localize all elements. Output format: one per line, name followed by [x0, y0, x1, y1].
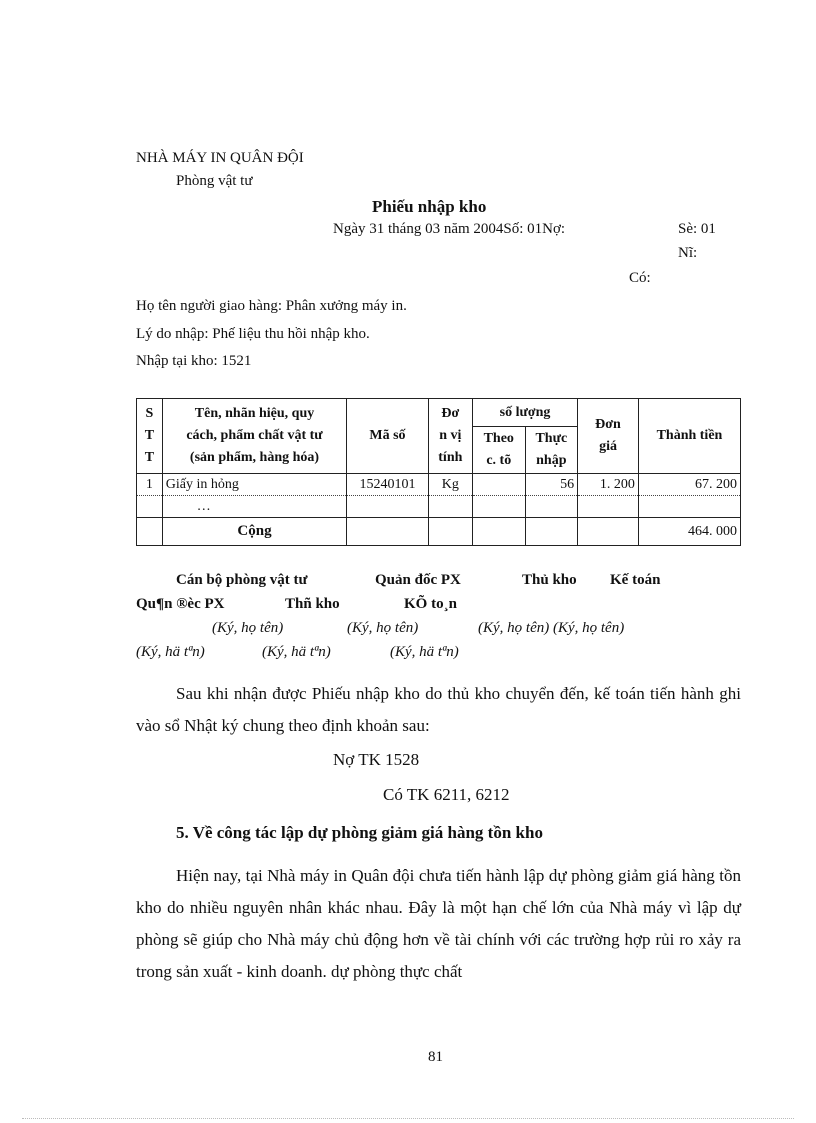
header-qty-actual: Thực nhập [525, 427, 578, 474]
se-label: Sè: 01 [678, 221, 716, 237]
cell-qty-actual [525, 496, 578, 518]
date-line: Ngày 31 tháng 03 năm 2004Số: 01Nợ: [333, 221, 566, 237]
entry-debit: Nợ TK 1528 [333, 750, 420, 769]
page-number: 81 [428, 1049, 443, 1065]
sig-role-accountant-garbled: KÕ to¸n [404, 596, 457, 612]
cell-price: 1. 200 [578, 474, 639, 496]
total-label: Cộng [162, 518, 346, 546]
header-qty-group: số lượng [472, 399, 577, 427]
table-row [137, 496, 741, 518]
cell-price [578, 496, 639, 518]
entry-credit: Có TK 6211, 6212 [383, 785, 510, 804]
sig-note: (Ký, họ tên) [347, 620, 419, 636]
header-price: Đơn giá [578, 399, 639, 474]
section-title: 5. Về công tác lập dự phòng giảm giá hàng tồn kho [176, 823, 543, 842]
table-row [137, 474, 741, 496]
total-amount: 464. 000 [638, 518, 740, 546]
receipt-table [136, 398, 741, 546]
footer-divider [22, 1118, 794, 1119]
cell-name: Giấy in hỏng [162, 474, 346, 496]
cell-code: 15240101 [347, 474, 428, 496]
total-row [137, 518, 741, 546]
sig-role-storekeeper-garbled: Thñ kho [285, 596, 340, 612]
cell-unit [428, 496, 472, 518]
reason-line: Lý do nhập: Phế liệu thu hồi nhập kho. [136, 326, 370, 342]
paragraph-entry-intro: Sau khi nhận được Phiếu nhập kho do thủ kho chuyển đến, kế toán tiến hành ghi vào sổ Nhật ký chung theo định khoản sau: [136, 684, 741, 735]
cell-stt: 1 [137, 474, 163, 496]
deliverer-line: Họ tên người giao hàng: Phân xưởng máy in. [136, 298, 407, 314]
cell-qty-doc [472, 496, 525, 518]
cell-stt [137, 496, 163, 518]
sig-note-garbled: (Ký, hä tªn) [390, 644, 459, 660]
sig-note-garbled: (Ký, hä tªn) [136, 644, 205, 660]
sig-note: (Ký, họ tên) (Ký, họ tên) [478, 620, 625, 636]
header-qty-doc: Theo c. tõ [472, 427, 525, 474]
cell-unit: Kg [428, 474, 472, 496]
paragraph-provision: Hiện nay, tại Nhà máy in Quân đội chưa tiến hành lập dự phòng giảm giá hàng tồn kho do nhiều nguyên nhân khác nhau. Đây là một hạn chế lớn của Nhà máy vì lập dự phòng sẽ giúp cho Nhà máy chủ động hơn về tài chính với các trường hợp rủi ro xảy ra trong sản xuất - kinh doanh. dự phòng thực chất [136, 866, 741, 981]
header-amount: Thành tiền [638, 399, 740, 474]
cell-qty-doc [472, 474, 525, 496]
ni-label: Nĩ: [678, 245, 698, 261]
sig-role-storekeeper: Thủ kho [522, 572, 577, 588]
header-unit: Đơ n vị tính [428, 399, 472, 474]
cell-code [347, 496, 428, 518]
sig-role-foreman: Quản đốc PX [375, 572, 461, 588]
dept-name: Phòng vật tư [176, 173, 253, 189]
cell-amount: 67. 200 [638, 474, 740, 496]
form-title: Phiếu nhập kho [372, 197, 487, 216]
header-code: Mã số [347, 399, 428, 474]
header-stt: S T T [137, 399, 163, 474]
header-name: Tên, nhãn hiệu, quy cách, phẩm chất vật tư (sản phẩm, hàng hóa) [162, 399, 346, 474]
sig-note-garbled: (Ký, hä tªn) [262, 644, 331, 660]
warehouse-line: Nhập tại kho: 1521 [136, 353, 252, 369]
sig-role-material: Cán bộ phòng vật tư [176, 572, 308, 588]
co-label: Có: [629, 270, 651, 286]
sig-role-foreman-garbled: Qu¶n ®èc PX [136, 596, 225, 612]
org-name: NHÀ MÁY IN QUÂN ĐỘI [136, 150, 304, 166]
cell-name: … [162, 496, 346, 518]
cell-qty-actual: 56 [525, 474, 578, 496]
sig-note: (Ký, họ tên) [212, 620, 284, 636]
sig-role-accountant: Kế toán [610, 572, 661, 588]
cell-amount [638, 496, 740, 518]
